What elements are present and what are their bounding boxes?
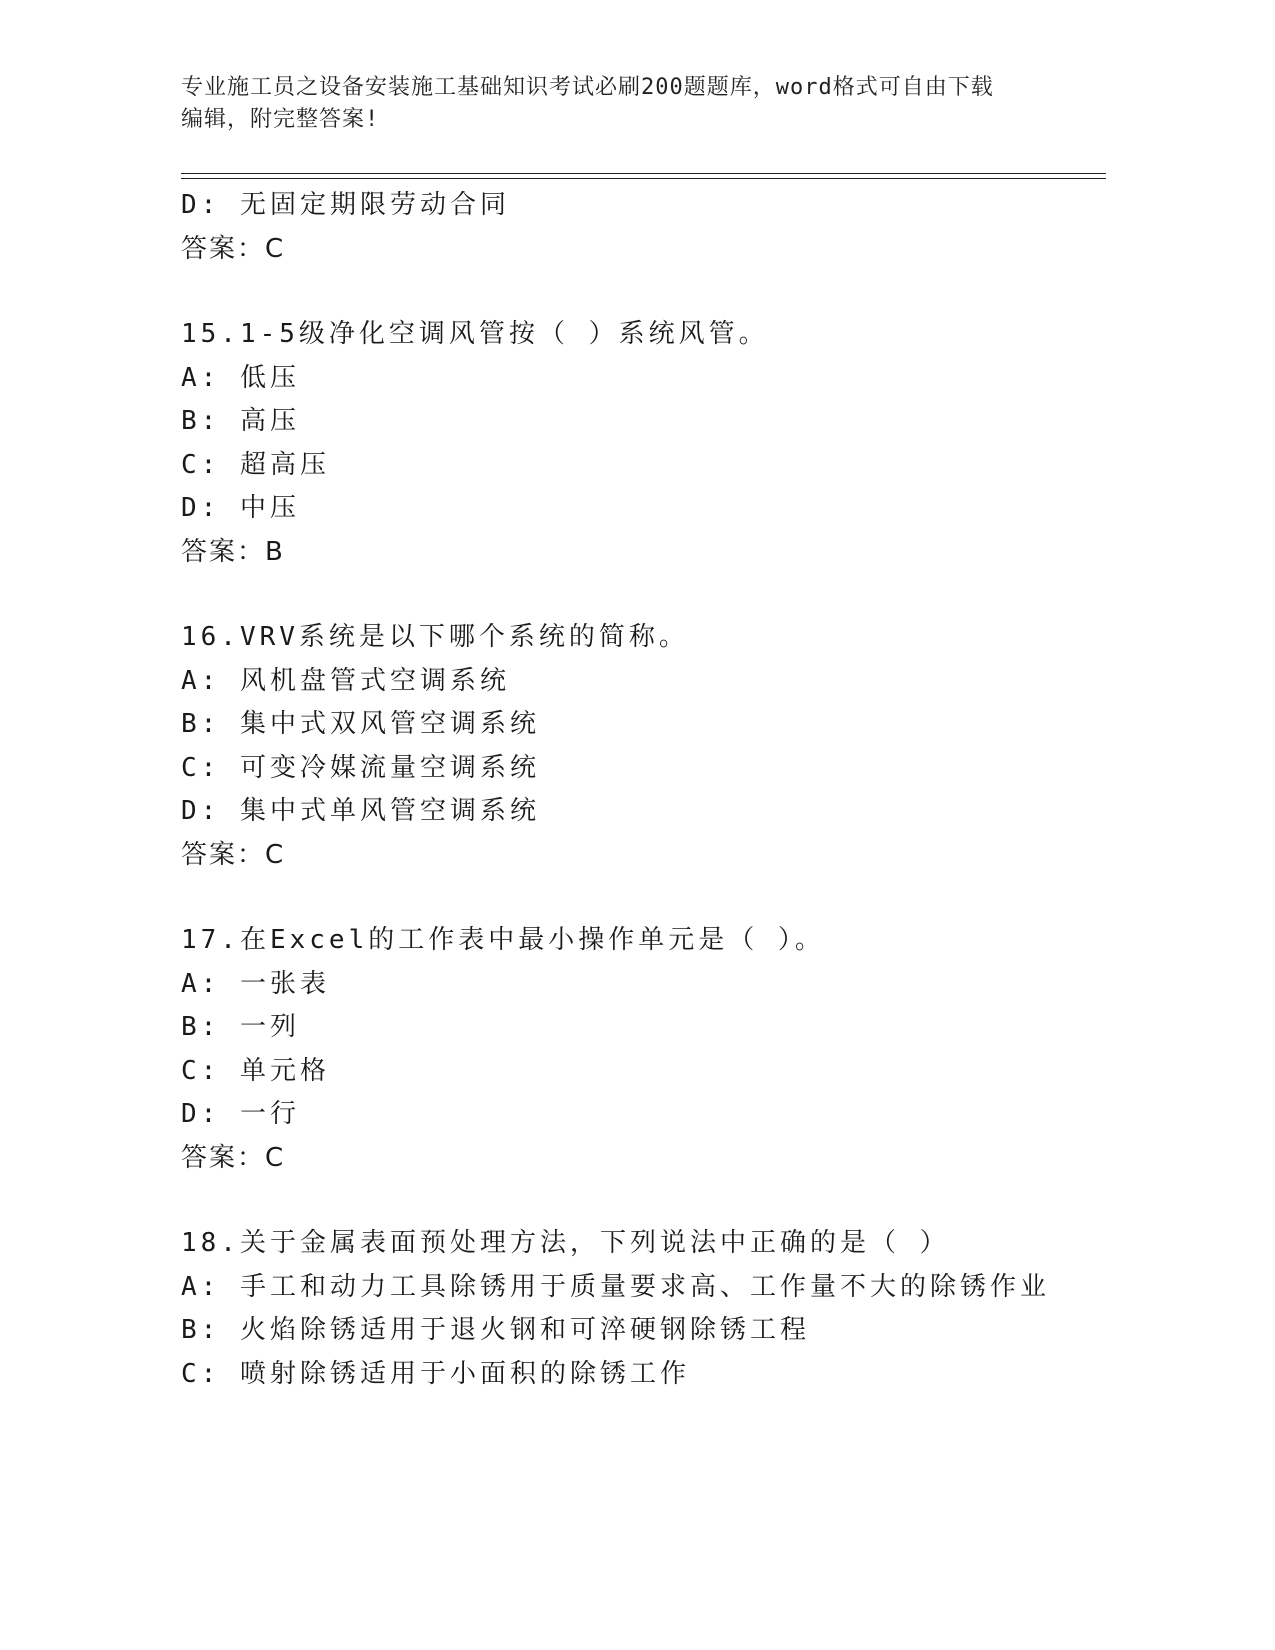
option-c: C: 可变冷媒流量空调系统 xyxy=(181,752,540,783)
option-a: A: 一张表 xyxy=(181,968,330,999)
answer: 答案：B xyxy=(181,536,285,567)
option-c: C: 喷射除锈适用于小面积的除锈工作 xyxy=(181,1358,690,1389)
question-text: 17.在Excel的工作表中最小操作单元是（ ）。 xyxy=(181,925,825,955)
option-b: B: 高压 xyxy=(181,406,300,436)
option-d: D: 一行 xyxy=(181,1099,300,1129)
question-list xyxy=(181,184,1106,1396)
option-d: D: 中压 xyxy=(181,493,300,523)
option-b: B: 火焰除锈适用于退火钢和可淬硬钢除锈工程 xyxy=(181,1315,810,1345)
answer: 答案：C xyxy=(181,233,286,264)
option-d: D: 集中式单风管空调系统 xyxy=(181,796,540,826)
option-b: B: 一列 xyxy=(181,1012,300,1042)
option-a: A: 风机盘管式空调系统 xyxy=(181,665,510,696)
option-a: A: 低压 xyxy=(181,362,300,393)
previous-question-tail xyxy=(181,184,1106,271)
answer: 答案：C xyxy=(181,1142,286,1173)
option-a: A: 手工和动力工具除锈用于质量要求高、工作量不大的除锈作业 xyxy=(181,1271,1050,1302)
header-line-1: 专业施工员之设备安装施工基础知识考试必刷200题题库，word格式可自由下载 xyxy=(181,75,994,100)
question-17 xyxy=(181,919,1106,1180)
question-text: 18.关于金属表面预处理方法，下列说法中正确的是（ ） xyxy=(181,1228,950,1258)
option-c: C: 超高压 xyxy=(181,449,330,480)
header-divider-bottom xyxy=(181,178,1106,179)
question-18 xyxy=(181,1222,1106,1396)
question-15 xyxy=(181,313,1106,574)
question-16 xyxy=(181,616,1106,877)
document-header xyxy=(181,72,1061,136)
header-divider-top xyxy=(181,173,1106,174)
option-b: B: 集中式双风管空调系统 xyxy=(181,709,540,739)
question-text: 15.1-5级净化空调风管按（ ）系统风管。 xyxy=(181,319,769,349)
option-d: D: 无固定期限劳动合同 xyxy=(181,190,510,220)
question-text: 16.VRV系统是以下哪个系统的简称。 xyxy=(181,622,689,652)
answer: 答案：C xyxy=(181,839,286,870)
option-c: C: 单元格 xyxy=(181,1055,330,1086)
header-line-2: 编辑，附完整答案! xyxy=(181,107,380,132)
